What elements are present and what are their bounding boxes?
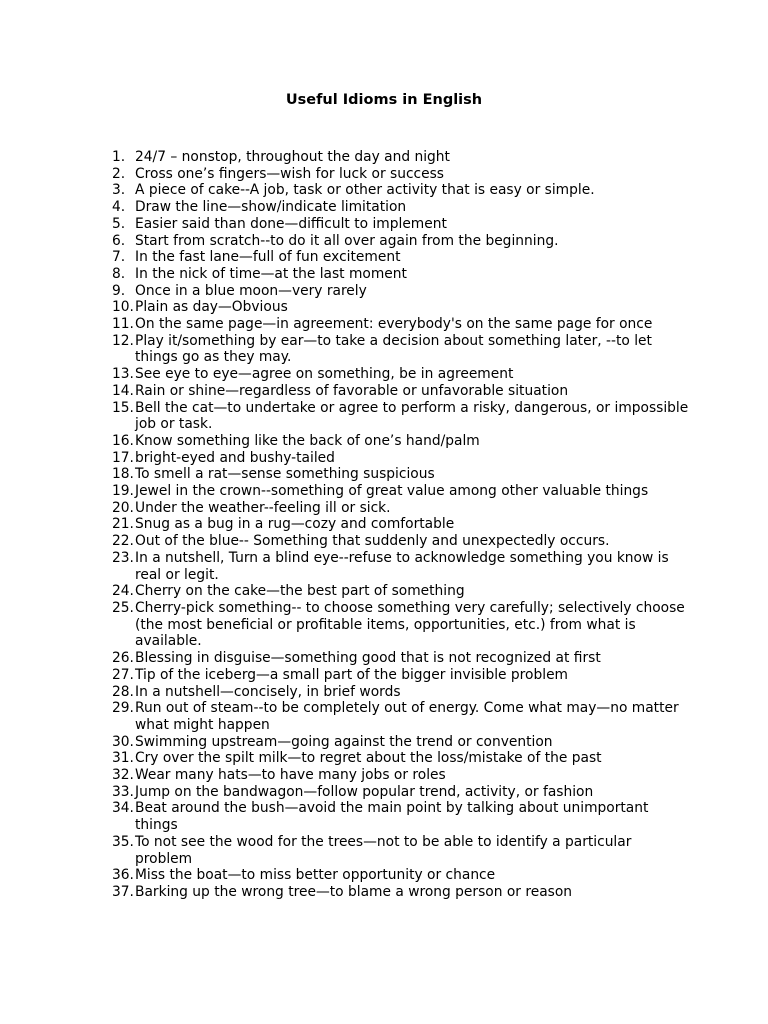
list-item: [112, 249, 692, 266]
list-item-number: 16.: [112, 432, 134, 449]
list-item: [112, 767, 692, 784]
list-item-text: To smell a rat—sense something suspicious: [135, 466, 435, 483]
list-item-text: Wear many hats—to have many jobs or roles: [135, 767, 446, 784]
list-item: [112, 366, 692, 383]
list-item: [112, 400, 692, 433]
list-item-number: 20.: [112, 499, 134, 516]
list-item-text: In the fast lane—full of fun excitement: [135, 249, 401, 266]
list-item-text: Snug as a bug in a rug—cozy and comfortable: [135, 516, 455, 533]
list-item-number: 31.: [112, 750, 134, 767]
list-item-text: Start from scratch--to do it all over again from the beginning.: [135, 232, 559, 249]
list-item: [112, 166, 692, 183]
list-item-text: Under the weather--feeling ill or sick.: [135, 499, 391, 516]
list-item: [112, 583, 692, 600]
list-item: [112, 667, 692, 684]
list-item-text: Plain as day—Obvious: [135, 299, 288, 316]
list-item-text: bright-eyed and bushy-tailed: [135, 449, 335, 466]
list-item: [112, 216, 692, 233]
list-item: [112, 383, 692, 400]
list-item-number: 9.: [112, 282, 126, 299]
list-item: [112, 884, 692, 901]
list-item-number: 18.: [112, 466, 134, 483]
list-item-text: Cherry-pick something-- to choose something very carefully; selectively choose (the most beneficial or profitable items, opportunities, etc.) from what is available.: [135, 599, 685, 650]
list-item: [112, 283, 692, 300]
list-item-text: A piece of cake--A job, task or other activity that is easy or simple.: [135, 182, 595, 199]
list-item-text: Know something like the back of one’s hand/palm: [135, 432, 480, 449]
list-item: [112, 149, 692, 166]
list-item-text: Play it/something by ear—to take a decision about something later, --to let things go as they may.: [135, 332, 652, 366]
list-item: [112, 684, 692, 701]
list-item-number: 11.: [112, 316, 134, 333]
list-item-number: 33.: [112, 783, 134, 800]
list-item-number: 4.: [112, 199, 126, 216]
list-item: [112, 734, 692, 751]
list-item: [112, 316, 692, 333]
list-item-text: Bell the cat—to undertake or agree to perform a risky, dangerous, or impossible job or task.: [135, 399, 689, 433]
list-item-text: Cry over the spilt milk—to regret about the loss/mistake of the past: [135, 750, 602, 767]
list-item-number: 22.: [112, 533, 134, 550]
list-item-text: On the same page—in agreement: everybody's on the same page for once: [135, 316, 653, 333]
list-item-number: 10.: [112, 299, 134, 316]
list-item: [112, 299, 692, 316]
list-item-number: 8.: [112, 265, 126, 282]
list-item-number: 23.: [112, 549, 134, 566]
list-item: [112, 550, 692, 583]
list-item-number: 28.: [112, 683, 134, 700]
list-item-text: Rain or shine—regardless of favorable or unfavorable situation: [135, 382, 569, 399]
list-item-number: 35.: [112, 833, 134, 850]
list-item-number: 14.: [112, 382, 134, 399]
list-item: [112, 233, 692, 250]
list-item-number: 30.: [112, 733, 134, 750]
list-item: [112, 500, 692, 517]
list-item-number: 29.: [112, 700, 134, 717]
list-item: [112, 750, 692, 767]
list-item-number: 7.: [112, 249, 126, 266]
list-item-text: See eye to eye—agree on something, be in agreement: [135, 366, 514, 383]
list-item-text: Blessing in disguise—something good that is not recognized at first: [135, 650, 601, 667]
list-item: [112, 600, 692, 650]
list-item-number: 26.: [112, 650, 134, 667]
list-item: [112, 266, 692, 283]
list-item: [112, 867, 692, 884]
list-item-number: 5.: [112, 215, 126, 232]
list-item-number: 6.: [112, 232, 126, 249]
list-item-number: 3.: [112, 182, 126, 199]
list-item-number: 12.: [112, 332, 134, 349]
list-item-text: Run out of steam--to be completely out of energy. Come what may—no matter what might happen: [135, 700, 679, 733]
list-item: [112, 650, 692, 667]
list-item: [112, 800, 692, 833]
list-item: [112, 182, 692, 199]
list-item-number: 13.: [112, 366, 134, 383]
list-item-text: In a nutshell—concisely, in brief words: [135, 683, 401, 700]
list-item-text: In the nick of time—at the last moment: [135, 265, 407, 282]
list-item-number: 37.: [112, 883, 134, 900]
list-item-text: In a nutshell, Turn a blind eye--refuse to acknowledge something you know is real or legit.: [135, 549, 669, 583]
list-item-number: 25.: [112, 599, 134, 616]
list-item-text: 24/7 – nonstop, throughout the day and night: [135, 149, 450, 165]
list-item-text: Beat around the bush—avoid the main point by talking about unimportant things: [135, 800, 649, 834]
list-item: [112, 516, 692, 533]
list-item: [112, 700, 692, 733]
list-item-text: Easier said than done—difficult to implement: [135, 215, 447, 232]
list-item-text: Out of the blue-- Something that suddenly and unexpectedly occurs.: [135, 533, 610, 550]
list-item: [112, 834, 692, 867]
list-item: [112, 466, 692, 483]
list-item-number: 32.: [112, 767, 134, 784]
idiom-list: [112, 149, 692, 901]
list-item: [112, 333, 692, 366]
list-item-number: 1.: [112, 149, 126, 165]
list-item-text: Tip of the iceberg—a small part of the bigger invisible problem: [135, 666, 568, 683]
list-item-text: Barking up the wrong tree—to blame a wrong person or reason: [135, 883, 573, 900]
list-item-number: 2.: [112, 165, 126, 182]
list-item-number: 36.: [112, 867, 134, 884]
list-item: [112, 199, 692, 216]
list-item-text: Once in a blue moon—very rarely: [135, 282, 367, 299]
list-item-number: 24.: [112, 583, 134, 600]
list-item: [112, 450, 692, 467]
list-item-text: Jump on the bandwagon—follow popular trend, activity, or fashion: [135, 783, 594, 800]
list-item-text: Miss the boat—to miss better opportunity or chance: [135, 867, 496, 884]
list-item-text: Cross one’s fingers—wish for luck or success: [135, 165, 444, 182]
list-item-text: Swimming upstream—going against the trend or convention: [135, 733, 553, 750]
list-item-text: Draw the line—show/indicate limitation: [135, 199, 407, 216]
list-item-number: 19.: [112, 483, 134, 500]
list-item-number: 21.: [112, 516, 134, 533]
page-title: Useful Idioms in English: [285, 92, 483, 108]
list-item-number: 34.: [112, 800, 134, 817]
list-item: [112, 433, 692, 450]
list-item-number: 15.: [112, 399, 134, 416]
list-item: [112, 483, 692, 500]
list-item-text: To not see the wood for the trees—not to be able to identify a particular problem: [135, 833, 632, 867]
list-item-text: Cherry on the cake—the best part of something: [135, 583, 465, 600]
list-item-number: 17.: [112, 449, 134, 466]
list-item: [112, 784, 692, 801]
list-item-number: 27.: [112, 666, 134, 683]
list-item: [112, 533, 692, 550]
list-item-text: Jewel in the crown--something of great value among other valuable things: [135, 483, 649, 500]
